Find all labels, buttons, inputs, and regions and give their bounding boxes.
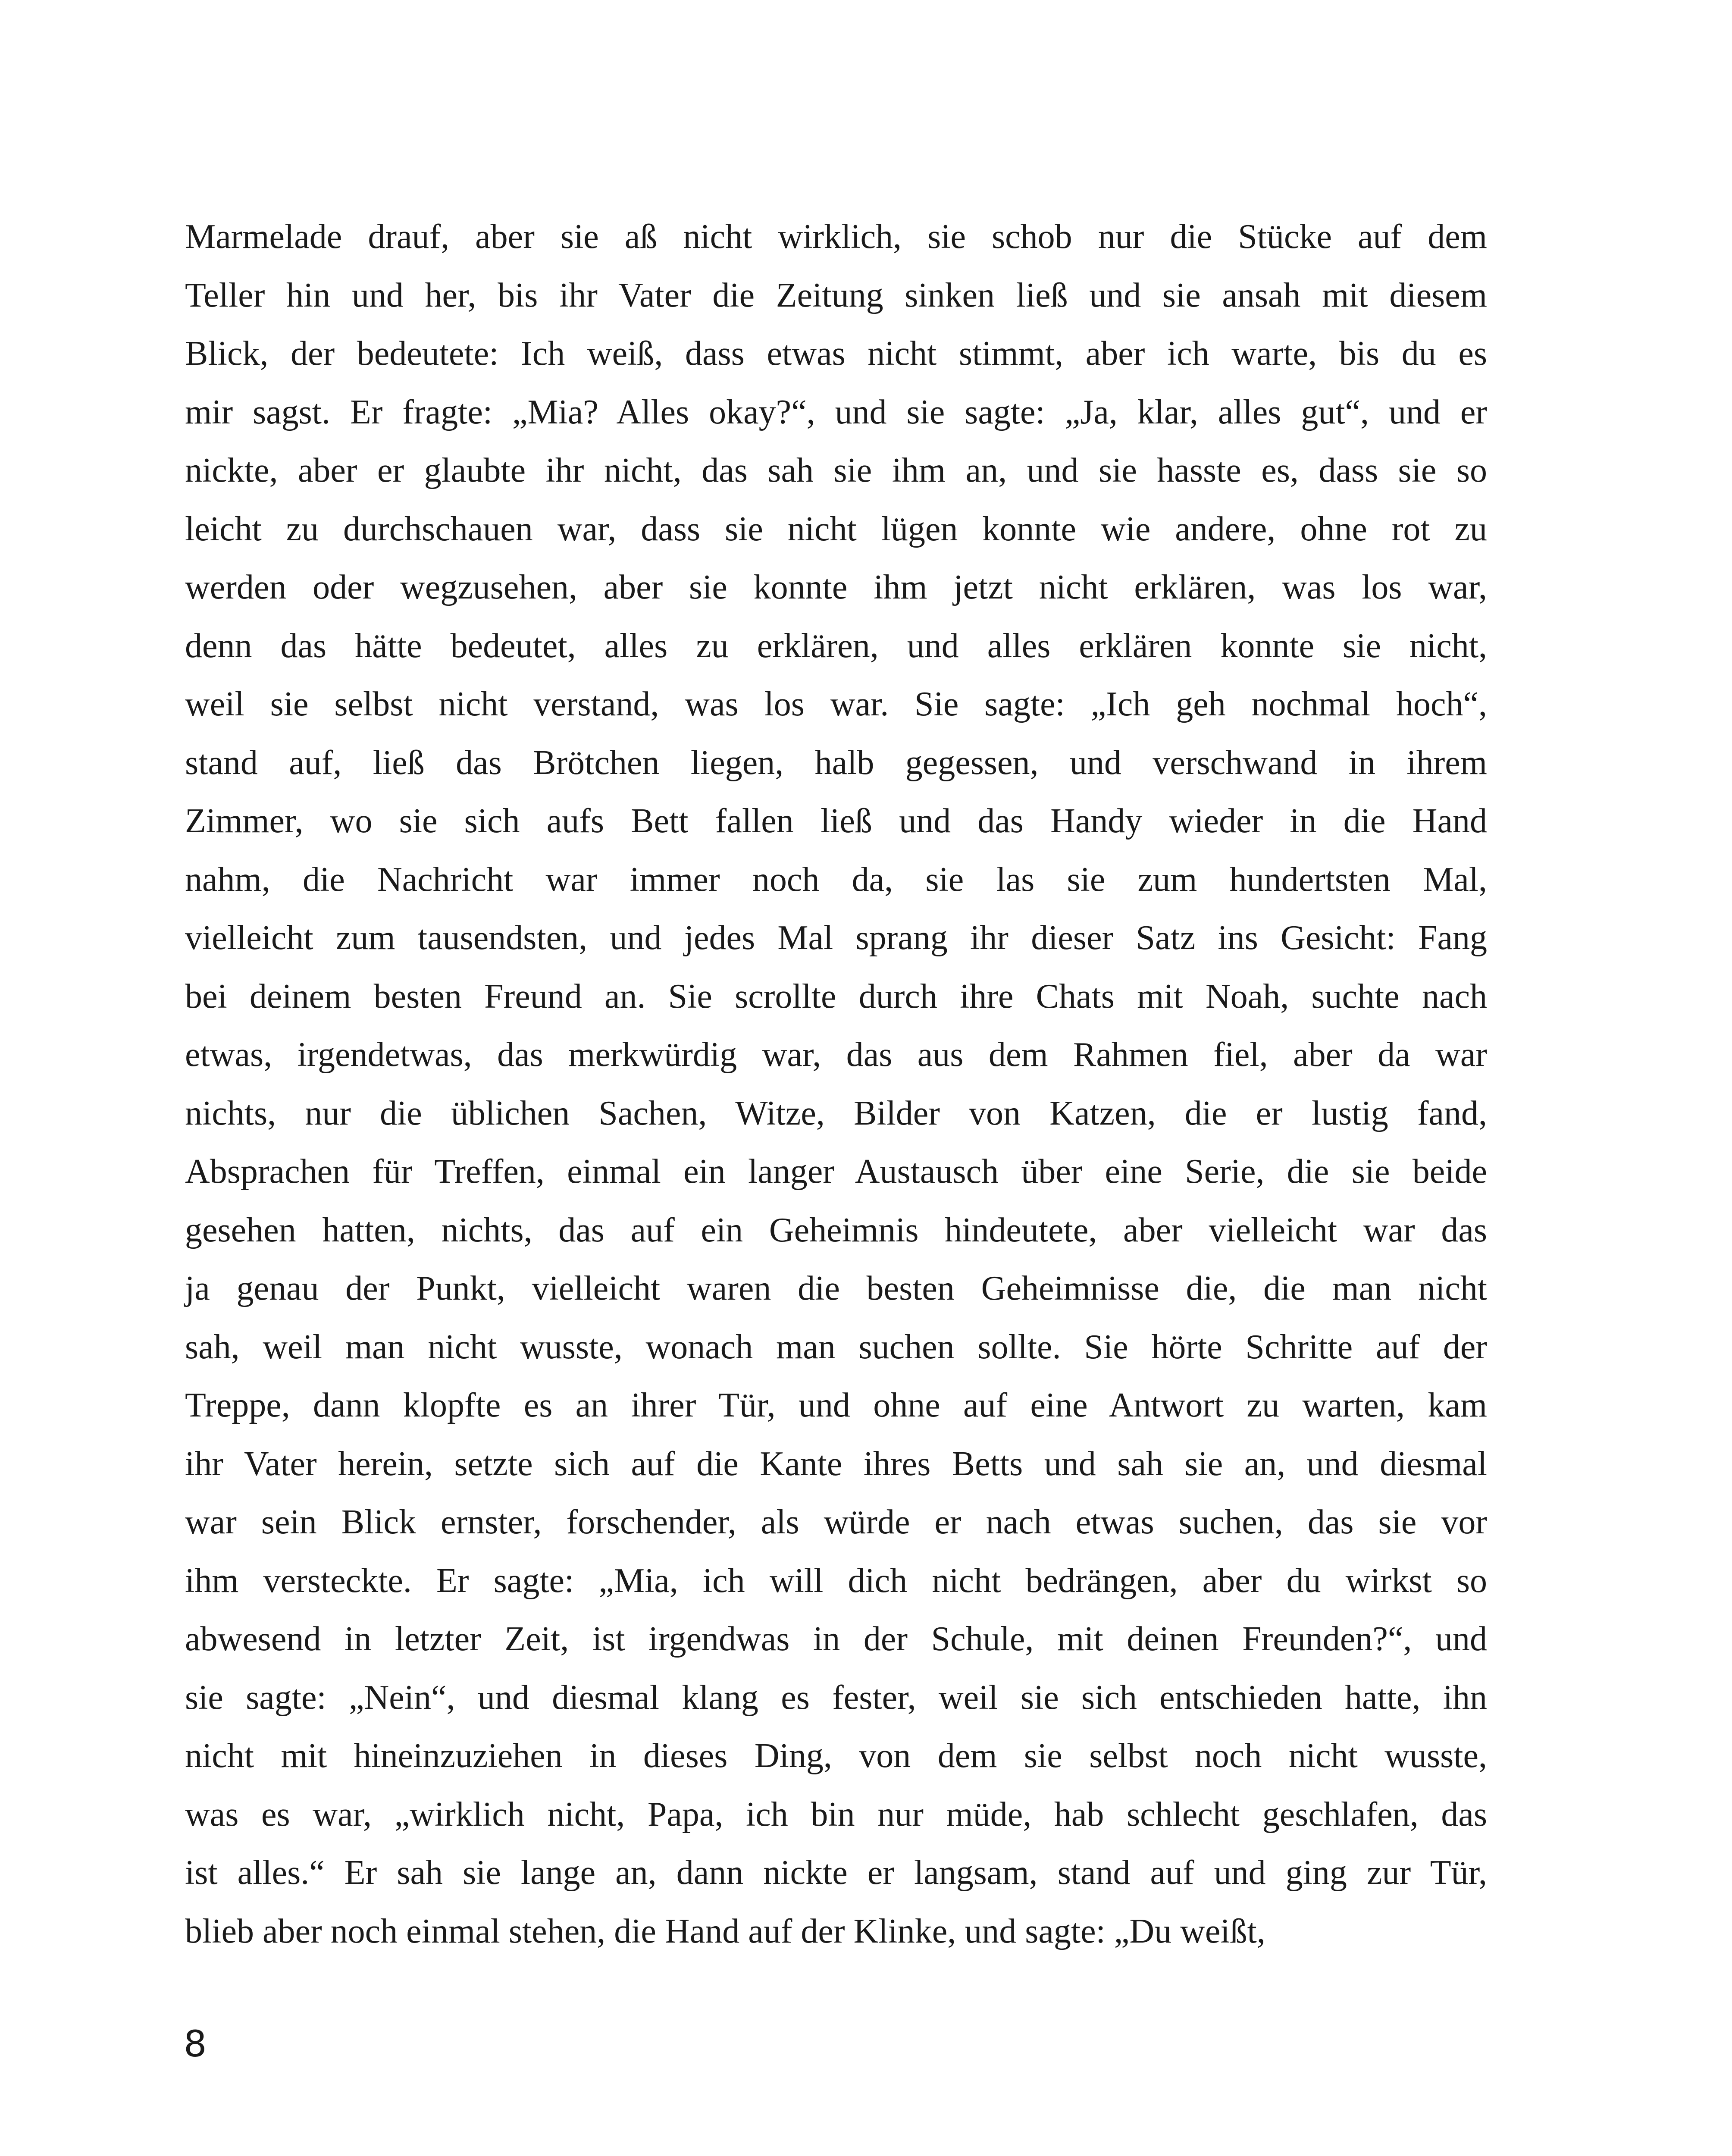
text-line: was es war, „wirklich nicht, Papa, ich bin nur müde, hab schlecht geschlafen, das [185, 1795, 1487, 1833]
text-line: sah, weil man nicht wusste, wonach man suchen sollte. Sie hörte Schritte auf der [185, 1328, 1487, 1366]
text-line: Absprachen für Treffen, einmal ein langer Austausch über eine Serie, die sie beide [185, 1153, 1487, 1191]
text-line: weil sie selbst nicht verstand, was los war. Sie sagte: „Ich geh nochmal hoch“, [185, 685, 1487, 723]
text-line: mir sagst. Er fragte: „Mia? Alles okay?“, und sie sagte: „Ja, klar, alles gut“, und er [185, 393, 1487, 431]
text-line: ist alles.“ Er sah sie lange an, dann nickte er langsam, stand auf und ging zur Tür, [185, 1854, 1487, 1892]
text-line: werden oder wegzusehen, aber sie konnte ihm jetzt nicht erklären, was los war, [185, 568, 1487, 606]
text-line: bei deinem besten Freund an. Sie scrollte durch ihre Chats mit Noah, suchte nach [185, 977, 1487, 1015]
text-line: etwas, irgendetwas, das merkwürdig war, das aus dem Rahmen fiel, aber da war [185, 1036, 1487, 1074]
text-line: gesehen hatten, nichts, das auf ein Geheimnis hindeutete, aber vielleicht war das [185, 1211, 1487, 1249]
text-line: Treppe, dann klopfte es an ihrer Tür, und ohne auf eine Antwort zu warten, kam [185, 1386, 1487, 1424]
page-number: 8 [184, 2023, 207, 2065]
text-line: ihm versteckte. Er sagte: „Mia, ich will dich nicht bedrängen, aber du wirkst so [185, 1561, 1487, 1600]
text-line: nickte, aber er glaubte ihr nicht, das sah sie ihm an, und sie hasste es, dass sie so [185, 451, 1487, 489]
text-line: Blick, der bedeutete: Ich weiß, dass etwas nicht stimmt, aber ich warte, bis du es [185, 335, 1487, 373]
text-line: stand auf, ließ das Brötchen liegen, halb gegessen, und verschwand in ihrem [185, 743, 1487, 782]
text-line: sie sagte: „Nein“, und diesmal klang es fester, weil sie sich entschieden hatte, ihn [185, 1678, 1487, 1717]
text-line: denn das hätte bedeutet, alles zu erklären, und alles erklären konnte sie nicht, [185, 627, 1487, 665]
text-line: abwesend in letzter Zeit, ist irgendwas in der Schule, mit deinen Freunden?“, und [185, 1620, 1487, 1658]
text-line: Marmelade drauf, aber sie aß nicht wirklich, sie schob nur die Stücke auf dem [185, 218, 1487, 256]
text-line: nahm, die Nachricht war immer noch da, sie las sie zum hundertsten Mal, [185, 860, 1487, 899]
text-line: ja genau der Punkt, vielleicht waren die besten Geheimnisse die, die man nicht [185, 1269, 1487, 1307]
text-line: nicht mit hineinzuziehen in dieses Ding, von dem sie selbst noch nicht wusste, [185, 1737, 1487, 1775]
text-line: vielleicht zum tausendsten, und jedes Mal sprang ihr dieser Satz ins Gesicht: Fang [185, 919, 1487, 957]
text-line: war sein Blick ernster, forschender, als würde er nach etwas suchen, das sie vor [185, 1503, 1487, 1541]
text-line: Teller hin und her, bis ihr Vater die Zeitung sinken ließ und sie ansah mit diesem [185, 276, 1487, 314]
body-text [185, 208, 1487, 1961]
text-line: blieb aber noch einmal stehen, die Hand auf der Klinke, und sagte: „Du weißt, [185, 1912, 1265, 1950]
text-line: ihr Vater herein, setzte sich auf die Kante ihres Betts und sah sie an, und diesmal [185, 1445, 1487, 1483]
text-line: leicht zu durchschauen war, dass sie nicht lügen konnte wie andere, ohne rot zu [185, 510, 1487, 548]
text-line: nichts, nur die üblichen Sachen, Witze, Bilder von Katzen, die er lustig fand, [185, 1094, 1487, 1132]
text-line: Zimmer, wo sie sich aufs Bett fallen ließ und das Handy wieder in die Hand [185, 802, 1487, 840]
